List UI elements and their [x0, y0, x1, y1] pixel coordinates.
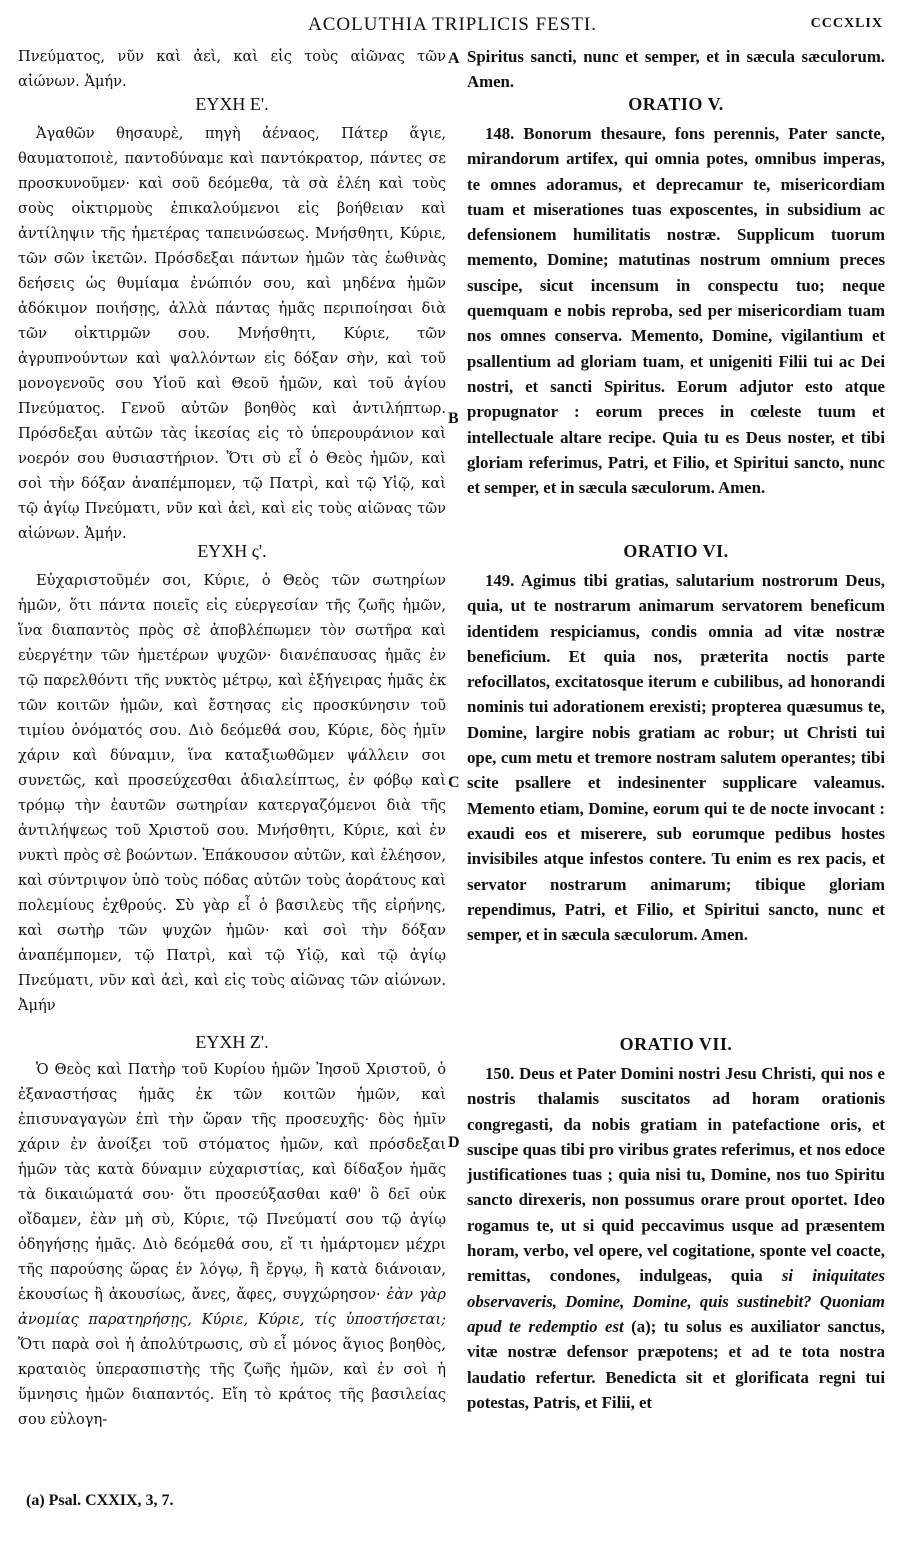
latin-oratio7-heading: ORATIO VII. — [619, 1034, 733, 1054]
greek-intro: Πνεύματος, νῦν καὶ ἀεὶ, καὶ εἰς τοὺς αἰῶνας τῶν αἰώνων. Ἀμήν. — [18, 48, 446, 90]
greek-prayer5-heading: ΕΥΧΗ Ε'. — [195, 94, 269, 114]
margin-letter-b: B — [448, 410, 459, 427]
greek-prayer7-heading: ΕΥΧΗ Ζ'. — [195, 1032, 269, 1052]
running-title: ACOLUTHIA TRIPLICIS FESTI. — [307, 14, 598, 35]
oratio5-number: 148. — [485, 124, 515, 143]
latin-oratio6-text: 149. Agimus tibi gratias, salutarium nostrorum Deus, quia, ut te nostrarum animarum servatorem beneficum identidem respiciamus, condis omnia ad vitæ nostræ beneficium. Et quia nos, præterita noctis parte refocillatos, excitatosque iterum e cubilibus, ad honorandi nominis tui adorationem erexisti; propterea quæsumus te, Domine, largire nobis gratiam ac robur; ut Christi tui ope, cum metu et tremore nostram salutem operantes; tibi scite psallere et indesinenter supplicare valeamus. Memento etiam, Domine, eorum qui te de nocte invocant : exaudi eos et miserere, sub eorumque pedibus hostes invisibiles atque infestos contere. Tu enim es rex pacis, et servator nostrarum animarum; tibique gloriam rependimus, Patri, et Filio, et Spiritui sancto, nunc et semper, et in sæcula sæculorum. Amen. — [467, 571, 885, 945]
margin-letter-d: D — [448, 1134, 460, 1151]
latin-oratio7-text: 150. Deus et Pater Domini nostri Jesu Christi, qui nos e nostris thalamis suscitatos ad horam orationis congregasti, da nobis gratiam in patefactione oris, et suscipe quas tibi pro viribus grates referimus, et nos edoce justificationes tuas ; quia nisi tu, Domine, nos tuo Spiritu sancto direxeris, non possumus orare prout oportet. Ideo rogamus te, ut si quid peccavimus usque ad præsentem horam, verbo, vel opere, vel cogitatione, sponte vel coacte, remittas, condones, indulgeas, quia si iniquitates observaveris, Domine, Domine, quis sustinebit? Quoniam apud te redemptio est (a); tu solus es auxiliator sanctus, vitæ nostræ defensor præpotens; et ad te tota nostra laudatio refertur. Benedicta sit et glorificata regni tui potestas, Patris, et Filii, et — [467, 1064, 885, 1412]
greek-prayer6-heading: ΕΥΧΗ ς'. — [197, 541, 267, 561]
footnote-reference: (a) — [631, 1316, 651, 1336]
latin-oratio5-heading: ORATIO V. — [628, 94, 724, 114]
greek-psalm-quote: ἐὰν γὰρ ἀνομίας παρατηρήσῃς, Κύριε, Κύριε, τίς ὑποστήσεται; — [18, 1286, 447, 1328]
latin-oratio6-heading: ORATIO VI. — [623, 541, 729, 561]
page-number: CCCXLIX — [810, 16, 883, 31]
greek-prayer7-text: Ὁ Θεὸς καὶ Πατὴρ τοῦ Κυρίου ἡμῶν Ἰησοῦ Χριστοῦ, ὁ ἐξαναστήσας ἡμᾶς ἐκ τῶν κοιτῶν ἡμῶν, καὶ ἐπισυναγαγὼν ἐπὶ τὴν ὥραν τῆς προσευχῆς· δὸς ἡμῖν χάριν ἐν ἀνοίξει τοῦ στόματος ἡμῶν, καὶ πρόσδεξαι ἡμῶν τὰς κατὰ δύναμιν εὐχαριστίας, καὶ δίδαξον ἡμᾶς τὰ δικαιώματά σου· ὅτι προσεύξασθαι καθ' ὃ δεῖ οὐκ οἴδαμεν, ἐὰν μὴ σὺ, Κύριε, τῷ Πνεύματί σου τῷ ἁγίῳ ὁδηγήσῃς ἡμᾶς. Διὸ δεόμεθά σου, εἴ τι ἡμάρτομεν μέχρι τῆς παρούσης ὥρας ἐν λόγῳ, ἢ ἔργῳ, ἢ κατὰ διάνοιαν, ἑκουσίως ἢ ἀκουσίως, ἄνες, ἄφες, συγχώρησον· ἐὰν γὰρ ἀνομίας παρατηρήσῃς, Κύριε, Κύριε, τίς ὑποστήσεται; Ὅτι παρὰ σοὶ ἡ ἀπολύτρωσις, σὺ εἶ μόνος ἅγιος βοηθὸς, κραταιὸς ὑπερασπιστὴς τῆς ζωῆς ἡμῶν, καὶ ἐν σοὶ ἡ ὕμνησις ἡμῶν διαπαντός. Εἴη τὸ κράτος τῆς βασιλείας σου εὐλογη- — [18, 1061, 447, 1428]
greek-prayer5-text: Ἀγαθῶν θησαυρὲ, πηγὴ ἀέναος, Πάτερ ἅγιε, θαυματοποιὲ, παντοδύναμε καὶ παντόκρατορ, πάντες σε προσκυνοῦμεν· καὶ σοῦ δεόμεθα, τὰ σὰ ἐλέη καὶ τοὺς σοὺς οἰκτιρμοὺς ἐπικαλούμενοι εἰς βοήθειαν καὶ ἀντίληψιν τῆς ἡμετέρας ταπεινώσεως. Μνήσθητι, Κύριε, τῶν σῶν ἱκετῶν. Πρόσδεξαι πάντων ἡμῶν τὰς ἑωθινὰς δεήσεις ὡς θυμίαμα ἐνώπιόν σου, καὶ μηδένα ἡμῶν ἀδόκιμον ποιήσῃς, ἀλλὰ πάντας ἡμᾶς περιποίησαι διὰ τῶν οἰκτιρμῶν σου. Μνήσθητι, Κύριε, τῶν ἀγρυπνούντων καὶ ψαλλόντων εἰς δόξαν σὴν, καὶ τοῦ μονογενοῦς σου Υἱοῦ καὶ Θεοῦ ἡμῶν, καὶ τοῦ ἁγίου Πνεύματος. Γενοῦ αὐτῶν βοηθὸς καὶ ἀντιλήπτωρ. Πρόσδεξαι αὐτῶν τὰς ἱκεσίας εἰς τὸ ὑπερουράνιον καὶ νοερόν σου θυσιαστήριον. Ὅτι σὺ εἶ ὁ Θεὸς ἡμῶν, καὶ σοὶ τὴν δόξαν ἀναπέμπομεν, τῷ Πατρὶ, καὶ τῷ Υἱῷ, καὶ τῷ ἁγίῳ Πνεύματι, νῦν καὶ ἀεὶ, καὶ εἰς τοὺς αἰῶνας τῶν αἰώνων. Ἀμήν. — [18, 125, 446, 542]
latin-oratio5-text: 148. Bonorum thesaure, fons perennis, Pater sancte, mirandorum artifex, qui omnia potes, omnibus imperas, te omnes adoramus, et deprecamur te, misericordiam tuam et miserationes tuas exposcentes, in subsidium ac defensionem humilitatis nostræ. Supplicum tuorum memento, Domine; matutinas nostrum omnium preces suscipe, sicut incensum in conspectu tuo; neque quemquam e nobis reproba, sed per misericordiam tuam nos omnes conserva. Memento, Domine, vigilantium et psallentium ad gloriam tuam, et unigeniti Filii tui ac Dei nostri, et sancti Spiritus. Eorum adjutor esto atque propugnator : eorum preces in cœleste tuum et intellectuale altare recipe. Quia tu es Deus noster, et tibi gloriam referimus, Patri, et Filio, et Spiritui sancto, nunc et semper, et in sæcula sæculorum. Amen. — [467, 124, 885, 498]
margin-letter-a: A — [448, 50, 460, 67]
margin-letter-c: C — [448, 774, 460, 791]
oratio6-number: 149. — [485, 571, 515, 590]
footnote: (a) Psal. CXXIX, 3, 7. — [26, 1492, 174, 1509]
latin-psalm-quote: si iniquitates observaveris, Domine, Domine, quis sustinebit? Quoniam apud te redemptio est — [467, 1266, 885, 1336]
greek-prayer6-text: Εὐχαριστοῦμέν σοι, Κύριε, ὁ Θεὸς τῶν σωτηρίων ἡμῶν, ὅτι πάντα ποιεῖς εἰς εὐεργεσίαν τῆς ζωῆς ἡμῶν, ἵνα διαπαντὸς πρὸς σὲ ἀποβλέπωμεν τὸν σωτῆρα καὶ εὐεργέτην τῶν ἡμετέρων ψυχῶν· διανέπαυσας ἡμᾶς ἐν τῷ παρελθόντι τῆς νυκτὸς μέτρῳ, καὶ ἐξήγειρας ἡμᾶς ἐκ τῶν κοιτῶν ἡμῶν, καὶ ἔστησας εἰς προσκύνησιν τοῦ τιμίου ὀνόματός σου. Διὸ δεόμεθά σου, Κύριε, δὸς ἡμῖν χάριν καὶ δύναμιν, ἵνα καταξιωθῶμεν ψάλλειν σοι συνετῶς, καὶ προσεύχεσθαι ἀδιαλείπτως, ἐν φόβῳ καὶ τρόμῳ τὴν ἑαυτῶν σωτηρίαν κατεργαζόμενοι διὰ τῆς ἀντιλήψεως τοῦ Χριστοῦ σου. Μνήσθητι, Κύριε, καὶ ἐν νυκτὶ πρὸς σὲ βοώντων. Ἐπάκουσον αὐτῶν, καὶ ἐλέησον, καὶ σύντριψον ὑπὸ τοὺς πόδας αὐτῶν τοὺς ἀοράτους καὶ πολεμίους ἐχθρούς. Σὺ γὰρ εἶ ὁ βασιλεὺς τῆς εἰρήνης, καὶ σωτὴρ τῶν ψυχῶν ἡμῶν· καὶ σοὶ τὴν δόξαν ἀναπέμπομεν, τῷ Πατρὶ, καὶ τῷ Υἱῷ, καὶ τῷ ἁγίῳ Πνεύματι, νῦν καὶ ἀεὶ, καὶ εἰς τοὺς αἰῶνας τῶν αἰώνων. Ἀμήν — [18, 572, 446, 1014]
oratio7-number: 150. — [485, 1064, 515, 1083]
latin-intro: Spiritus sancti, nunc et semper, et in sæcula sæculorum. Amen. — [467, 47, 885, 92]
